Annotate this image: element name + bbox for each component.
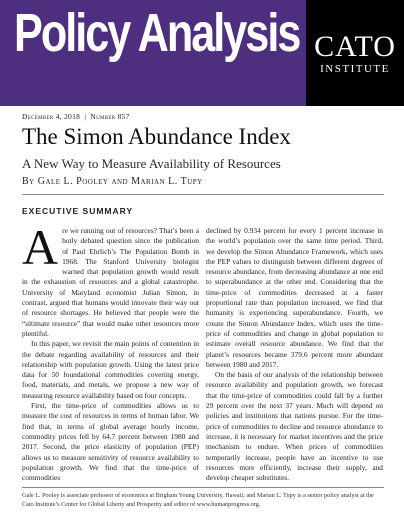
- paragraph: In this paper, we revisit the main points of contention in the debate regarding availability of resources and their relationship with population growth. Using the latest price data for 50 foundational commodities covering energy, food, materials, and metals, we propose a new way of measuring resource availability based on four concepts.: [22, 339, 199, 400]
- divider-bottom: [22, 487, 384, 488]
- logo-subtitle: INSTITUTE: [320, 63, 390, 75]
- divider-top: [22, 194, 384, 195]
- author-footnote: Gale L. Pooley is associate professor of economics at Brigham Young University, Hawaii; and Marian L. Tupy is a senior policy analyst at the Cato Institute’s Center for Global Liberty and Prosperity and editor of www.humanprogress.org.: [22, 492, 374, 508]
- body-column-right: [206, 226, 383, 483]
- paper-title: The Simon Abundance Index: [22, 124, 291, 149]
- cato-logo: [306, 0, 404, 106]
- header-banner: [0, 0, 404, 106]
- paper-subtitle: A New Way to Measure Availability of Resources: [22, 156, 281, 171]
- body-column-left: [22, 219, 199, 483]
- author-byline: By Gale L. Pooley and Marian L. Tupy: [22, 176, 203, 187]
- paragraph: On the basis of our analysis of the relationship between resource availability and population growth, we forecast that the time-price of commodities could fall by a further 29 percent over the next 37 years. Much will depend on policies and institutions that nations pursue. For the time-price of commodities to decline and resource abundance to increase, it is necessary for market incentives and the price mechanism to endure. When prices of commodities temporarily increase, people have an incentive to use resources more efficiently, increase their supply, and develop cheaper substitutes.: [206, 370, 383, 483]
- publication-date: December 4, 2018: [22, 112, 81, 121]
- logo-wordmark: CATO: [314, 30, 396, 63]
- dateline-separator: |: [84, 112, 87, 121]
- paragraph: First, the time-price of commodities allows us to measure the cost of resources in terms of human labor. We find that, in terms of global average hourly income, commodity prices fell by 64.7 percent between 1980 and 2017. Second, the price elasticity of population (PEP) allows us to measure sensitivity of resource availability to population growth. We find that the time-price of commodities: [22, 401, 199, 483]
- series-title: Policy Analysis: [14, 3, 300, 63]
- paragraph: declined by 0.934 percent for every 1 percent increase in the world’s population over the same time period. Third, we develop the Simon Abundance Framework, which uses the PEP values to distinguish between different degrees of resource abundance, from decreasing abundance at one end to superabundance at the other end. Considering that the time-price of commodities decreased at a faster proportional rate than population increased, we find that humanity is experiencing superabundance. Fourth, we create the Simon Abundance Index, which uses the time-price of commodities and change in global population to estimate overall resource abundance. We find that the planet’s resources became 379.6 percent more abundant between 1980 and 2017.: [206, 226, 383, 369]
- paragraph: re we running out of resources? That’s been a hotly debated question since the publication of Paul Ehrlich’s The Population Bomb in 1968. The Stanford University biologist warned that population growth would result in the exhaustion of resources and a global catastrophe. University of Maryland economist Julian Simon, in contrast, argued that humans would innovate their way out of resource shortages. He believed that people were the “ultimate resource” that would make other resources more plentiful.: [22, 226, 199, 338]
- issue-number: Number 857: [90, 112, 130, 121]
- section-heading: EXECUTIVE SUMMARY: [22, 206, 134, 216]
- drop-cap: A: [22, 219, 59, 275]
- dateline: [22, 112, 130, 121]
